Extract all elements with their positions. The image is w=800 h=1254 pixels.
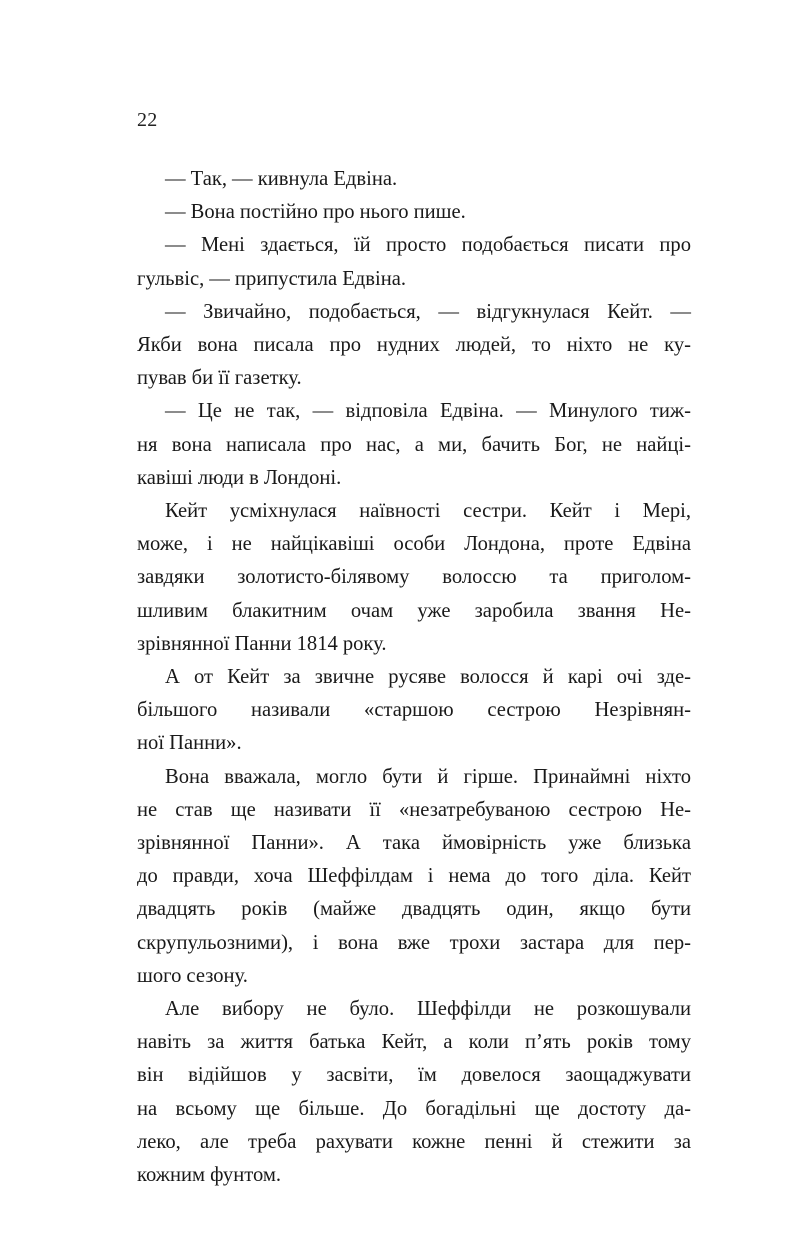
paragraph bbox=[137, 196, 691, 229]
text-line: Але вибору не було. Шеффілди не розкошували bbox=[165, 998, 691, 1021]
paragraph bbox=[137, 296, 691, 396]
paragraph bbox=[137, 993, 691, 1192]
text-line: скрупульозними), і вона вже трохи застара для пер- bbox=[137, 931, 691, 954]
paragraph bbox=[137, 229, 691, 295]
text-line: шливим блакитним очам уже заробила звання Не- bbox=[137, 599, 691, 622]
page-number: 22 bbox=[137, 109, 158, 131]
text-line: леко, але треба рахувати кожне пенні й стежити за bbox=[137, 1130, 691, 1153]
paragraph bbox=[137, 495, 691, 661]
text-line: гульвіс, — припустила Едвіна. bbox=[137, 267, 407, 290]
text-line: зрівнянної Панни». А така ймовірність уже близька bbox=[137, 832, 691, 855]
text-line: ня вона написала про нас, а ми, бачить Бог, не найці- bbox=[137, 433, 691, 456]
text-line: — Мені здається, їй просто подобається писати про bbox=[165, 234, 691, 257]
text-line: — Вона постійно про нього пише. bbox=[165, 201, 466, 224]
page-text-body bbox=[137, 163, 691, 1192]
text-line: більшого називали «старшою сестрою Незрівнян- bbox=[137, 699, 691, 722]
text-line: на всьому ще більше. До богадільні ще достоту да- bbox=[137, 1097, 691, 1120]
text-line: кавіші люди в Лондоні. bbox=[137, 466, 342, 489]
paragraph bbox=[137, 661, 691, 761]
text-line: Якби вона писала про нудних людей, то ніхто не ку- bbox=[137, 334, 691, 357]
text-line: зрівнянної Панни 1814 року. bbox=[137, 632, 387, 655]
paragraph bbox=[137, 395, 691, 495]
text-line: може, і не найцікавіші особи Лондона, проте Едвіна bbox=[137, 533, 691, 556]
text-line: Кейт усміхнулася наївності сестри. Кейт і Мері, bbox=[165, 500, 691, 523]
text-line: — Так, — кивнула Едвіна. bbox=[165, 168, 398, 190]
text-line: кожним фунтом. bbox=[137, 1164, 282, 1187]
text-line: Вона вважала, могло бути й гірше. Принаймні ніхто bbox=[165, 765, 691, 788]
paragraph bbox=[137, 761, 691, 993]
text-line: — Звичайно, подобається, — відгукнулася Кейт. — bbox=[165, 300, 691, 323]
text-line: завдяки золотисто-білявому волоссю та приголом- bbox=[137, 566, 691, 589]
text-line: шого сезону. bbox=[137, 964, 248, 987]
text-line: не став ще називати її «незатребуваною сестрою Не- bbox=[137, 798, 691, 821]
paragraph bbox=[137, 163, 691, 196]
text-line: А от Кейт за звичне русяве волосся й карі очі зде- bbox=[165, 666, 691, 689]
text-line: він відійшов у засвіти, їм довелося заощаджувати bbox=[137, 1064, 691, 1087]
text-line: пував би її газетку. bbox=[137, 367, 302, 390]
text-line: до правди, хоча Шеффілдам і нема до того діла. Кейт bbox=[137, 865, 691, 888]
text-line: ної Панни». bbox=[137, 732, 242, 755]
text-line: — Це не так, — відповіла Едвіна. — Минулого тиж- bbox=[165, 400, 691, 423]
text-line: двадцять років (майже двадцять один, якщо бути bbox=[137, 898, 691, 921]
text-line: навіть за життя батька Кейт, а коли п’ять років тому bbox=[137, 1031, 691, 1054]
